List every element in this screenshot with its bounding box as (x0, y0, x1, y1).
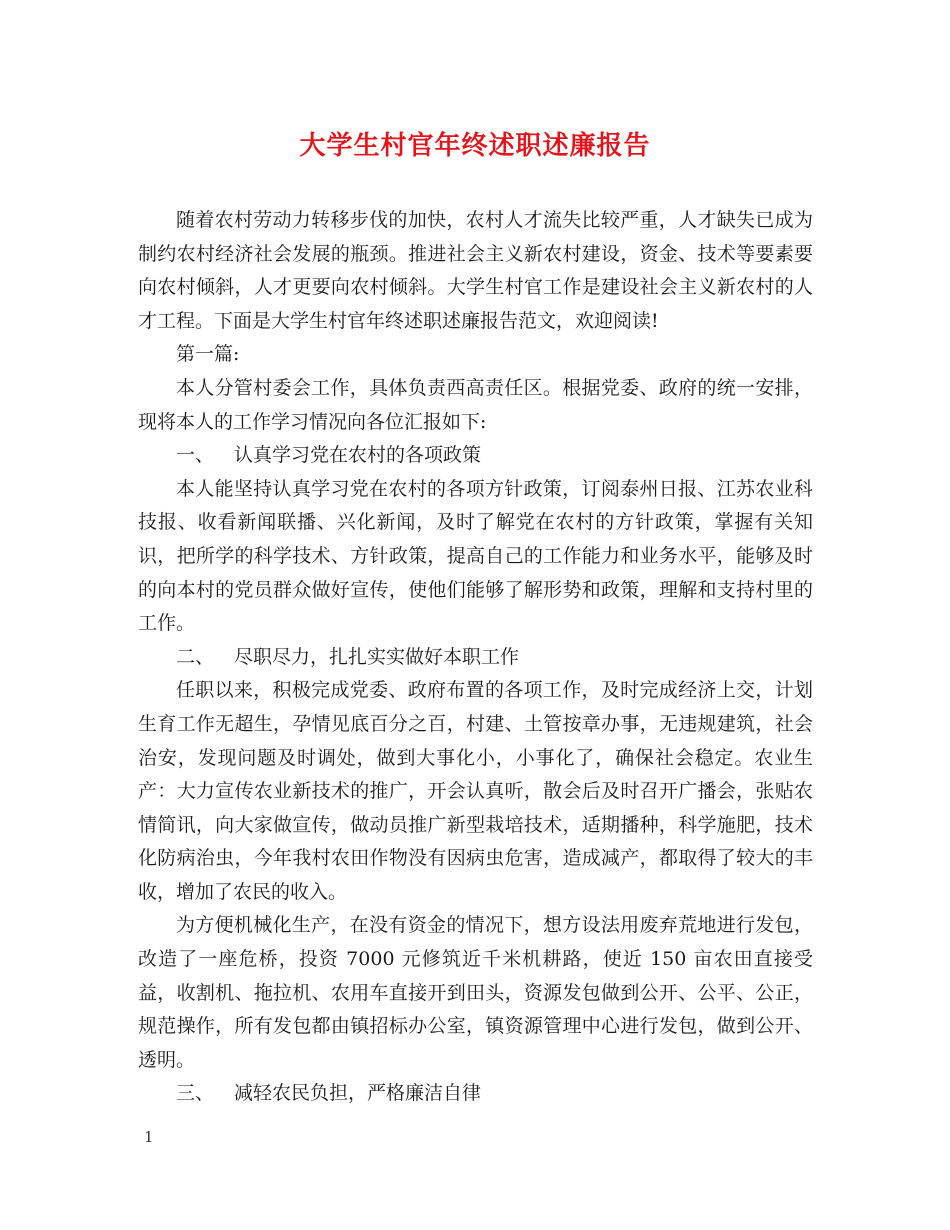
section-2-paragraph-2: 为方便机械化生产，在没有资金的情况下，想方设法用废弃荒地进行发包，改造了一座危桥，投资 7000 元修筑近千米机耕路，使近 150 亩农田直接受益，收割机、拖拉机、农用车直接开到田头，资源发包做到公开、公平、公正，规范操作，所有发包都由镇招标办公室，镇资源管理中心进行发包，做到公开、透明。 (138, 914, 813, 1071)
section-number-2: 二、 (176, 645, 215, 668)
section-heading-1 (138, 439, 813, 473)
section-number-3: 三、 (176, 1082, 215, 1105)
page-number: 1 (144, 1128, 154, 1146)
part-label: 第一篇: (176, 343, 240, 366)
section-2-paragraph-1: 任职以来，积极完成党委、政府布置的各项工作，及时完成经济上交，计划生育工作无超生，孕情见底百分之百，村建、土管按章办事，无违规建筑，社会治安，发现问题及时调处，做到大事化小，小事化了，确保社会稳定。农业生产：大力宣传农业新技术的推广，开会认真听，散会后及时召开广播会，张贴农情简讯，向大家做宣传，做动员推广新型栽培技术，适期播种，科学施肥，技术化防病治虫，今年我村农田作物没有因病虫危害，造成减产，都取得了较大的丰收，增加了农民的收入。 (138, 679, 813, 903)
document-body (138, 204, 813, 1111)
section-heading-3 (138, 1077, 813, 1111)
section-title-3: 减轻农民负担，严格廉洁自律 (234, 1082, 482, 1105)
opening-paragraph: 本人分管村委会工作，具体负责西高责任区。根据党委、政府的统一安排，现将本人的工作学习情况向各位汇报如下: (138, 376, 813, 433)
section-1-paragraph: 本人能坚持认真学习党在农村的各项方针政策，订阅泰州日报、江苏农业科技报、收看新闻联播、兴化新闻，及时了解党在农村的方针政策，掌握有关知识，把所学的科学技术、方针政策，提高自己的工作能力和业务水平，能够及时的向本村的党员群众做好宣传，使他们能够了解形势和政策，理解和支持村里的工作。 (138, 477, 813, 635)
section-title-2: 尽职尽力，扎扎实实做好本职工作 (234, 645, 520, 668)
section-number-1: 一、 (176, 444, 215, 467)
intro-paragraph: 随着农村劳动力转移步伐的加快，农村人才流失比较严重，人才缺失已成为制约农村经济社会发展的瓶颈。推进社会主义新农村建设，资金、技术等要素要向农村倾斜，人才更要向农村倾斜。大学生村官工作是建设社会主义新农村的人才工程。下面是大学生村官年终述职述廉报告范文，欢迎阅读! (138, 209, 813, 332)
section-title-1: 认真学习党在农村的各项政策 (234, 444, 482, 467)
section-heading-2 (138, 641, 813, 675)
document-title: 大学生村官年终述职述廉报告 (299, 131, 651, 161)
